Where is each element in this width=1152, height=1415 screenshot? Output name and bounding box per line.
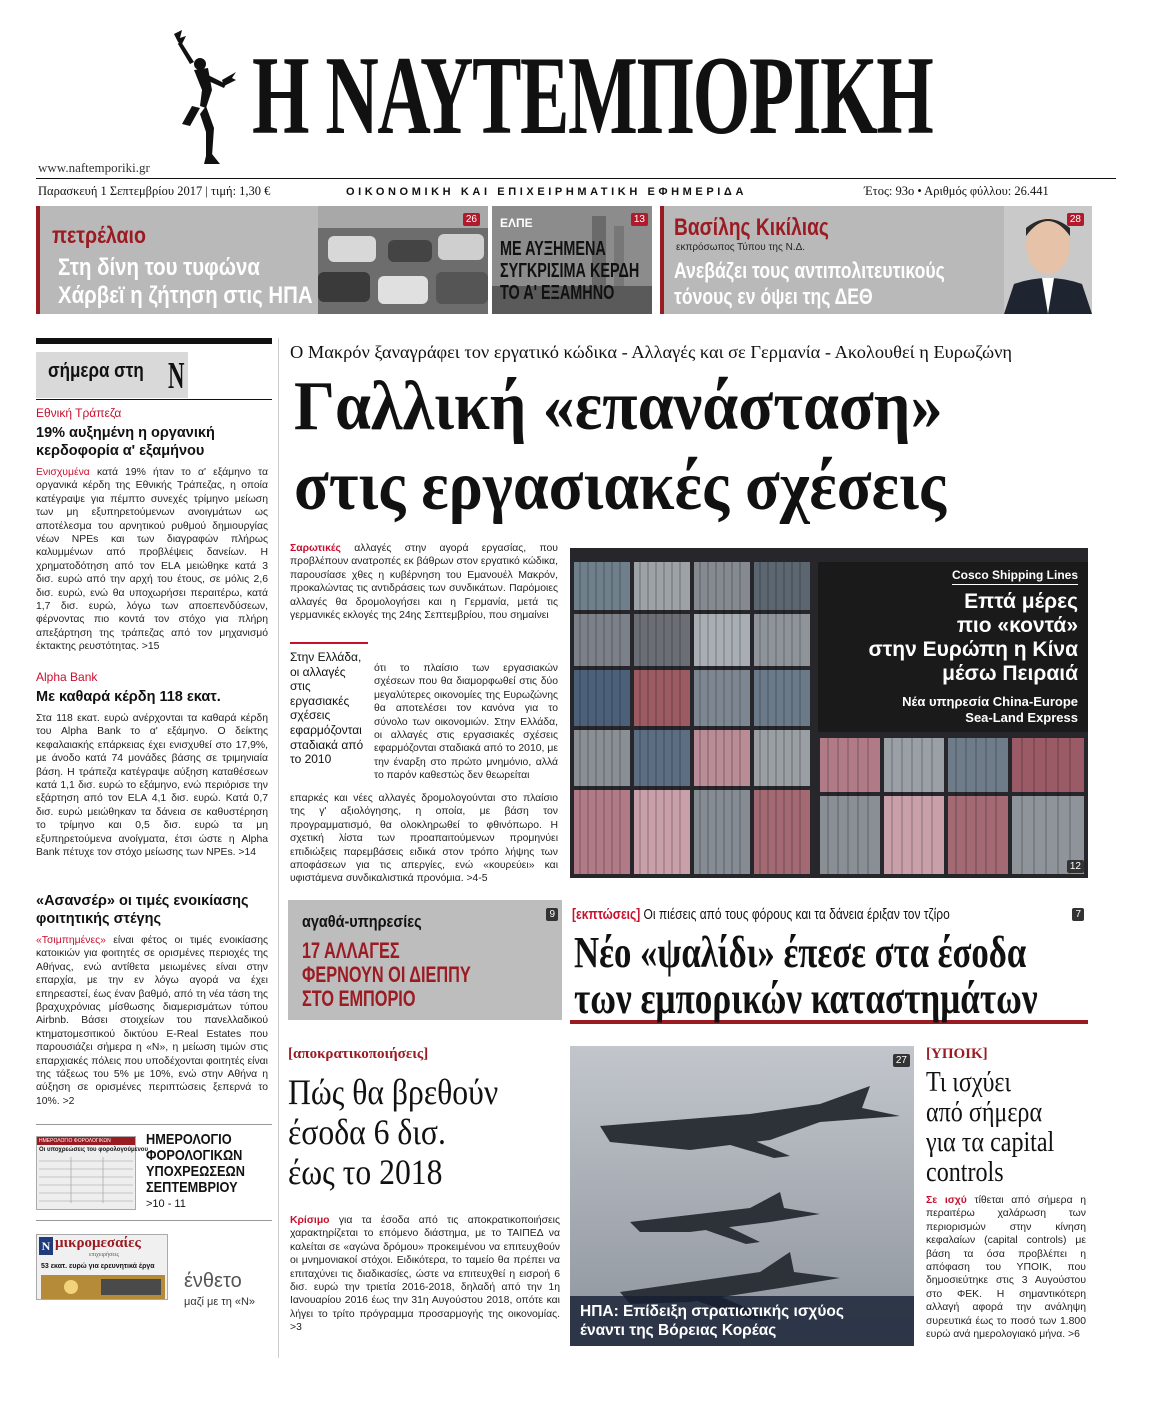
article-kicker: Εθνική Τράπεζα [36,406,122,420]
sidebar [36,338,272,1358]
lead-overline: Ο Μακρόν ξαναγράφει τον εργατικό κώδικα - Αλλαγές και σε Γερμανία - Ακολουθεί η Ευρωζώνη [290,342,1013,362]
teaser-line: Στη δίνη του τυφώνα [58,254,260,281]
column-rule [278,338,279,1358]
sidebar-header-label: σήμερα στη [48,360,144,382]
page-ref[interactable]: 7 [1072,908,1084,921]
teaser-kicker: πετρέλαιο [52,222,146,248]
date-price: Παρασκευή 1 Σεπτεμβρίου 2017 | τιμή: 1,30 € [38,184,271,198]
capital-story [926,1046,1088,1366]
lead-body: Σαρωτικές αλλαγές στην αγορά εργασίας, που προβλέπουν ανατροπές εκ βάθρων στον εργατικό κώδικα, παρουσίασε χθες η κυβέρνηση του Εμανουέλ Μακρόν, προκαλώντας τις αντιδράσεις των συνδικάτων. Παρόμοιες αλλαγές θα δρομολογήσει και η Γερμανία, μετά τις γερμανικές εκλογές της 24ης Σεπτεμβρίου, που σημαίνει [290,543,558,622]
article-title[interactable]: «Ασανσέρ» οι τιμές ενοικίασης φοιτητικής στέγης [36,893,249,927]
cosco-kicker-rule [952,584,1078,585]
goods-line: ΣΤΟ ΕΜΠΟΡΙΟ [302,986,416,1011]
article-body: Στα 118 εκατ. ευρώ ανέρχονται τα καθαρά κέρδη του Alpha Bank το α' εξάμηνο. Ο δείκτης κεφαλαιακής επάρκειας έχει ενισχυθεί στο 17,9%, με άνοδο κατά 74 μονάδες βάσης σε τριμηνιαία βάση. Η τράπεζα κατέγραψε αύξηση καταθέσεων κατά 1,1 δισ. ευρώ το εξάμηνο, ενώ περιόρισε την εξάρτηση από τον ELA 4,1 δισ. ευρώ. Κατά 0,7 δισ. ευρώ μειώθηκαν τα δάνεια σε καθυστέρηση το τρίμηνο και 0,5 δισ. ευρώ τα μη εξυπηρετούμενα ανοίγματα, έτσι ώστε η Alpha Bank πέτυχε τον στόχο μείωσης των NPEs. >14 [36,713,268,859]
page-ref[interactable]: 13 [631,213,648,226]
teaser-elpe[interactable] [492,206,652,314]
usa-caption: ΗΠΑ: Επίδειξη στρατιωτικής ισχύος έναντι της Βόρειας Κορέας [570,1296,914,1346]
issue-info: Έτος: 93ο • Αριθμός φύλλου: 26.441 [864,184,1049,198]
calendar-line: ΣΕΠΤΕΜΒΡΙΟΥ [146,1179,238,1196]
calendar-line: ΦΟΡΟΛΟΓΙΚΩΝ [146,1147,243,1164]
article-body: «Τσιμπημένες» είναι φέτος οι τιμές ενοικίασης κατοικιών για φοιτητές σε ορισμένες περιοχές της Αθήνας, ενώ αντίθετα μειωμένες είναι στην επαρχία, με την εν λόγω αγορά να έχει επηρεαστεί, έως έναν βαθμό, από τη νέα τάση της βραχυχρόνιας μίσθωσης διαμερισμάτων τύπου Airbnb. Βάσει στοιχείων του πανελλαδικού κτηματομεσιτικού δικτύου E-Real Estates που παρουσιάζει σήμερα η «Ν», η μείωση τιμών στις επαρχιακές πόλεις που υποδέχονται φοιτητές είναι της τάξεως του 5% με 10%, ενώ στην Αθήνα η αύξηση σε ορισμένες περιπτώσεις ξεπερνά το 10%. >2 [36,935,268,1107]
hermes-logo [160,28,238,168]
privat-story [288,1046,562,1366]
cosco-sub: Νέα υπηρεσία China-Europe Sea-Land Express [902,694,1078,725]
lead-headline[interactable]: στις εργασιακές σχέσεις [294,448,946,525]
sales-overline: [εκπτώσεις] Οι πιέσεις από τους φόρους και τα δάνεια έριξαν τον τζίρο [572,906,950,923]
capital-headline[interactable]: Τι ισχύει από σήμερα για τα capital controls [926,1067,1055,1188]
privat-tag: [αποκρατικοποιήσεις] [288,1046,429,1062]
goods-line: 17 ΑΛΛΑΓΕΣ [302,938,400,963]
lead-body: ότι το πλαίσιο των εργασιακών σχέσεων που θα διαμορφωθεί στις δύο μεγαλύτερες οικονομίες της Ευρωζώνης θα αποτελέσει τον κανόνα για το σύνολο των οικονομιών. Στην Ελλάδα, οι αλλαγές στις εργασιακές σχέσεις εφαρμόζονται σταδιακά από το 2010, με την έναρξη στο πρώτο μνημόνιο, αλλά το παρόν καθεστώς δεν θεωρείται [374,663,558,782]
article-body: Ενισχυμένα κατά 19% ήταν το α' εξάμηνο τα οργανικά κέρδη της Εθνικής Τράπεζας, η οποία κατέγραψε για πέμπτο συνεχές τρίμηνο μείωση των μη εξυπηρετούμενων ανοιγμάτων ως αποτέλεσμα του αρνητικού ρυθμού δημιουργίας νέων NPEs και των διαγραφών πλήρως καλυμμένων από προβλέψεις δανείων. Η χρηματοδότηση από τον ELA μειώθηκε κατά 3 δισ. ευρώ από την αρχή του έτους, σε μόλις 2,6 δισ. ευρώ, ενώ θα υποχωρήσει περαιτέρω, κατά 1,7 δισ. ευρώ, λόγω των αποεπενδύσεων, φέρνοντας πιο κοντά τον στόχο για πλήρη απεξάρτηση της τράπεζας από τον μηχανισμό έκτακτης ρευστότητας. >15 [36,467,268,653]
cosco-photo-box[interactable] [570,548,1088,878]
sidebar-header-logo: N [168,355,185,397]
teaser-kikilias[interactable] [660,206,1088,314]
article-kicker: Alpha Bank [36,670,98,684]
article-title[interactable]: 19% αυξημένη η οργανική κερδοφορία α' εξαμήνου [36,425,215,459]
sales-headline: των εμπορικών καταστημάτων [574,974,1038,1023]
teaser-name: Βασίλης Κικίλιας [674,214,829,241]
sidebar-header [36,338,272,400]
capital-tag: [ΥΠΟΙΚ] [926,1046,988,1062]
insert-photo [41,1275,165,1299]
insert-label: ένθετο [184,1270,242,1292]
insert-logo: Ν [39,1237,53,1255]
cosco-kicker: Cosco Shipping Lines [951,568,1078,582]
page-ref[interactable]: 27 [893,1054,910,1067]
sidebar-rule [36,1220,272,1221]
goods-line: ΦΕΡΝΟΥΝ ΟΙ ΔΙΕΠΠΥ [302,962,471,987]
teaser-line: Ανεβάζει τους αντιπολιτευτικούς [674,258,945,283]
pullquote: Στην Ελλάδα, οι αλλαγές στις εργασιακές σχέσεις εφαρμόζονται σταδιακά από το 2010 [290,642,368,767]
teaser-line: τόνους εν όψει της ΔΕΘ [674,284,873,309]
article-title[interactable]: Με καθαρά κέρδη 118 εκατ. [36,689,221,705]
cosco-title: Επτά μέρες πιο «κοντά» στην Ευρώπη η Κίνα μέσω Πειραιά [868,590,1078,685]
sales-headline: Νέο «ψαλίδι» έπεσε στα έσοδα [574,928,1027,977]
teaser-kicker: ΕΛΠΕ [500,216,533,230]
goods-kicker: αγαθά-υπηρεσίες [302,912,422,931]
sales-box[interactable] [570,900,1088,1024]
usa-photo-box[interactable] [570,1046,914,1346]
masthead [0,0,1152,200]
capital-body: Σε ισχύ τίθεται από σήμερα η περαιτέρω χαλάρωση των περιορισμών στην κίνηση κεφαλαίων (capital controls) με βάση τα όσα προβλέπει η απόφαση του ΥΠΟΙΚ, που δημοσιεύτηκε στις 3 Αυγούστου στο ΦΕΚ. Η σημαντικότερη αλλαγή αφορά την ανάληψη συρευτικά έως το ποσό των 1.800 ευρώ ανά ημερολογιακό μήνα. >6 [926,1195,1086,1341]
website-link[interactable]: www.naftemporiki.gr [38,160,150,175]
masthead-title: Η ΝΑΥΤΕΜΠΟΡΙΚΗ [252,34,933,158]
goods-box[interactable] [288,900,562,1020]
teaser-line: ΣΥΓΚΡΙΣΙΜΑ ΚΕΡΔΗ [500,260,640,282]
calendar-line: ΥΠΟΧΡΕΩΣΕΩΝ [146,1163,245,1180]
insert-thumb[interactable]: Ν μικρομεσαίες επιχειρήσεις 53 εκατ. ευρώ για ερευνητικά έργα [36,1234,168,1300]
tagline: ΟΙΚΟΝΟΜΙΚΗ ΚΑΙ ΕΠΙΧΕΙΡΗΜΑΤΙΚΗ ΕΦΗΜΕΡΙΔΑ [346,186,747,198]
teaser-line: ΜΕ ΑΥΞΗΜΕΝΑ [500,238,606,260]
page-ref[interactable]: 26 [463,213,480,226]
sidebar-rule [36,1124,272,1125]
calendar-pages[interactable]: >10 - 11 [146,1198,186,1210]
calendar-thumb[interactable]: ΗΜΕΡΟΛΟΓΙΟ ΦΟΡΟΛΟΓΙΚΩΝ Οι υποχρεώσεις του φορολογούμενου [36,1136,136,1210]
masthead-rule [36,178,1116,179]
page-ref[interactable]: 9 [546,908,558,921]
teaser-line: Χάρβεϊ η ζήτηση στις ΗΠΑ [58,282,313,309]
teaser-oil[interactable] [36,206,484,314]
page-ref[interactable]: 12 [1067,860,1084,873]
lead-body: επαρκές και νέες αλλαγές δρομολογούνται στο πλαίσιο της γ' αξιολόγησης, η οποία, με βάση τον προγραμματισμό, θα ολοκληρωθεί το φθινόπωρο. Η σχετική λίστα των προαπαιτούμενων προμηνύει επιδιώξεις παρεμβάσεις ειδικά στον τρόπο λήψης των αποφάσεων για τις απεργίες, ενώ «κουρεύει» και υφιστάμενα συνδικαλιστικά προνόμια. >4-5 [290,793,558,885]
privat-headline[interactable]: Πώς θα βρεθούν έσοδα 6 δισ. έως το 2018 [288,1072,499,1192]
privat-body: Κρίσιμο για τα έσοδα από τις αποκρατικοποιήσεις χαρακτηρίζεται το επόμενο διάστημα, με το ΤΑΙΠΕΔ να καλείται σε «αγώνα δρόμου» προκειμένου να επιτευχθούν οι μνημονιακοί στόχοι. Ειδικότερα, το ταμείο θα πρέπει να επιταχύνει τις διαδικασίες, ώστε να επιτευχθεί η εισροή 6 δισ. ευρώ την τριετία 2016-2018, δηλαδή από την 1η Ιανουαρίου 2016 έως την 31η Αυγούστου 2018, οπότε και λήγει το τρίτο πρόγραμμα προσαρμογής της οικονομίας. >3 [290,1215,560,1334]
teaser-role: εκπρόσωπος Τύπου της Ν.Δ. [676,242,806,253]
calendar-line: ΗΜΕΡΟΛΟΓΙΟ [146,1131,232,1148]
lead-headline[interactable]: Γαλλική «επανάσταση» [294,368,943,445]
calendar-table-icon [37,1155,135,1205]
article-lead: Ενισχυμένα [36,467,90,478]
teaser-line: ΤΟ Α' ΕΞΑΜΗΝΟ [500,282,615,304]
page-ref[interactable]: 28 [1067,213,1084,226]
insert-sub: μαζί με τη «Ν» [184,1296,256,1308]
